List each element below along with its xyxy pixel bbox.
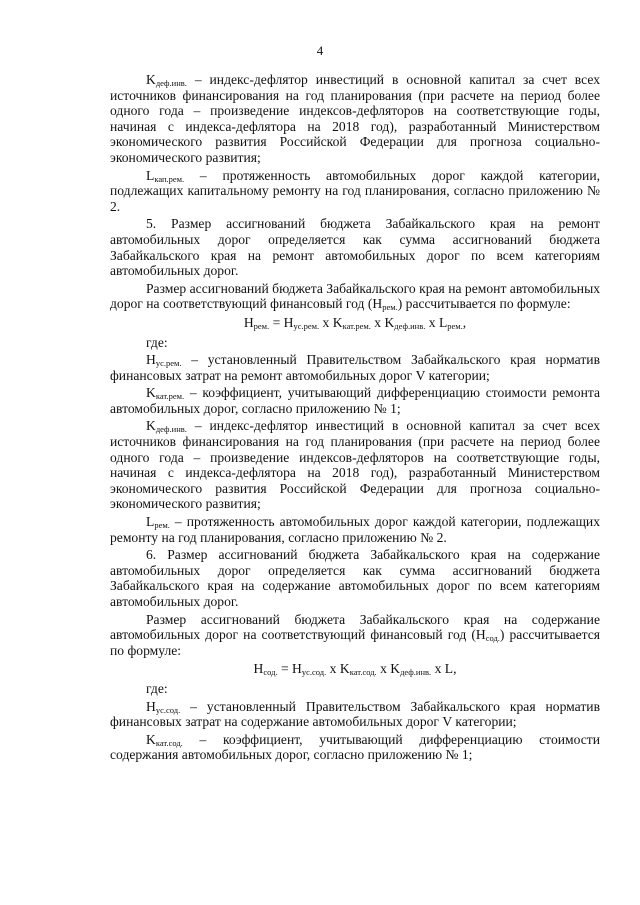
page-number: 4 bbox=[316, 43, 324, 58]
definition-k-def-inv-2: $K_{деф.инв.}$ – индекс-дефлятор инвестиций в основной капитал за счет всех источников финансирования на год планирования (при расчете на период более одного года – произведение индексов-дефляторов на соответствующие годы, начиная с индекса-дефлятора на 2018 год), разработанный Министерством экономического развития Российской Федерации для прогноза социально-экономического развития; bbox=[110, 418, 600, 512]
where-label-2: где: bbox=[146, 680, 168, 696]
definition-h-us-sod: $H_{ус.сод.}$ – установленный Правительством Забайкальского края норматив финансовых затрат на содержание автомобильных дорог V категории; bbox=[110, 698, 600, 730]
paragraph-sod-formula-intro: Размер ассигнований бюджета Забайкальского края на содержание автомобильных дорог на соответствующий финансовый год $(H_{сод.})$ рассчитывается по формуле: bbox=[110, 611, 601, 658]
paragraph-rem-formula-intro: Размер ассигнований бюджета Забайкальского края на ремонт автомобильных дорог на соответствующий финансовый год $(H_{рем.})$ рассчитывается по формуле: bbox=[110, 280, 600, 313]
paragraph-6: 6. Размер ассигнований бюджета Забайкальского края на содержание автомобильных дорог определяется как сумма ассигнований бюджета Забайкальского края на содержание автомобильных дорог по всем категориям автомобильных дорог. bbox=[110, 547, 600, 609]
formula-sod: $H_{сод.} = H_{ус.сод.}$ x $K_{кат.сод.}$ x $K_{деф.инв.}$ x L, bbox=[253, 661, 457, 678]
definition-l-kap-rem: $L_{кап.рем.}$ – протяженность автомобильных дорог каждой категории, подлежащих капитальному ремонту на год планирования, согласно приложению № 2. bbox=[110, 167, 600, 214]
formula-rem: $H_{рем.} = H_{ус.рем.}$ x $K_{кат.рем.}$ x $K_{деф.инв.}$ x $L_{рем.}$, bbox=[243, 314, 467, 331]
document-body bbox=[110, 72, 600, 765]
definition-h-us-rem: $H_{ус.рем.}$ – установленный Правительством Забайкальского края норматив финансовых затрат на ремонт автомобильных дорог V категории; bbox=[110, 352, 600, 383]
paragraph-5: 5. Размер ассигнований бюджета Забайкальского края на ремонт автомобильных дорог определяется как сумма ассигнований бюджета Забайкальского края на ремонт автомобильных дорог по всем категориям автомобильных дорог. bbox=[110, 216, 600, 279]
definition-l-rem: $L_{рем.}$ – протяженность автомобильных дорог каждой категории, подлежащих ремонту на год планирования, согласно приложению № 2. bbox=[110, 514, 600, 545]
where-label: где: bbox=[146, 334, 168, 350]
definition-k-kat-rem: $K_{кат.рем.}$ – коэффициент, учитывающий дифференциацию стоимости ремонта автомобильных дорог, согласно приложению № 1; bbox=[110, 385, 600, 416]
definition-k-def-inv: $K_{деф.инв.}$ – индекс-дефлятор инвестиций в основной капитал за счет всех источников финансирования на год планирования (при расчете на период более одного года – произведение индексов-дефляторов на соответствующие годы, начиная с индекса-дефлятора на 2018 год), разработанный Министерством экономического развития Российской Федерации для прогноза социально-экономического развития; bbox=[110, 72, 600, 165]
definition-k-kat-sod: $K_{кат.сод.}$ – коэффициент, учитывающий дифференциацию стоимости содержания автомобильных дорог, согласно приложению № 1; bbox=[110, 731, 600, 763]
